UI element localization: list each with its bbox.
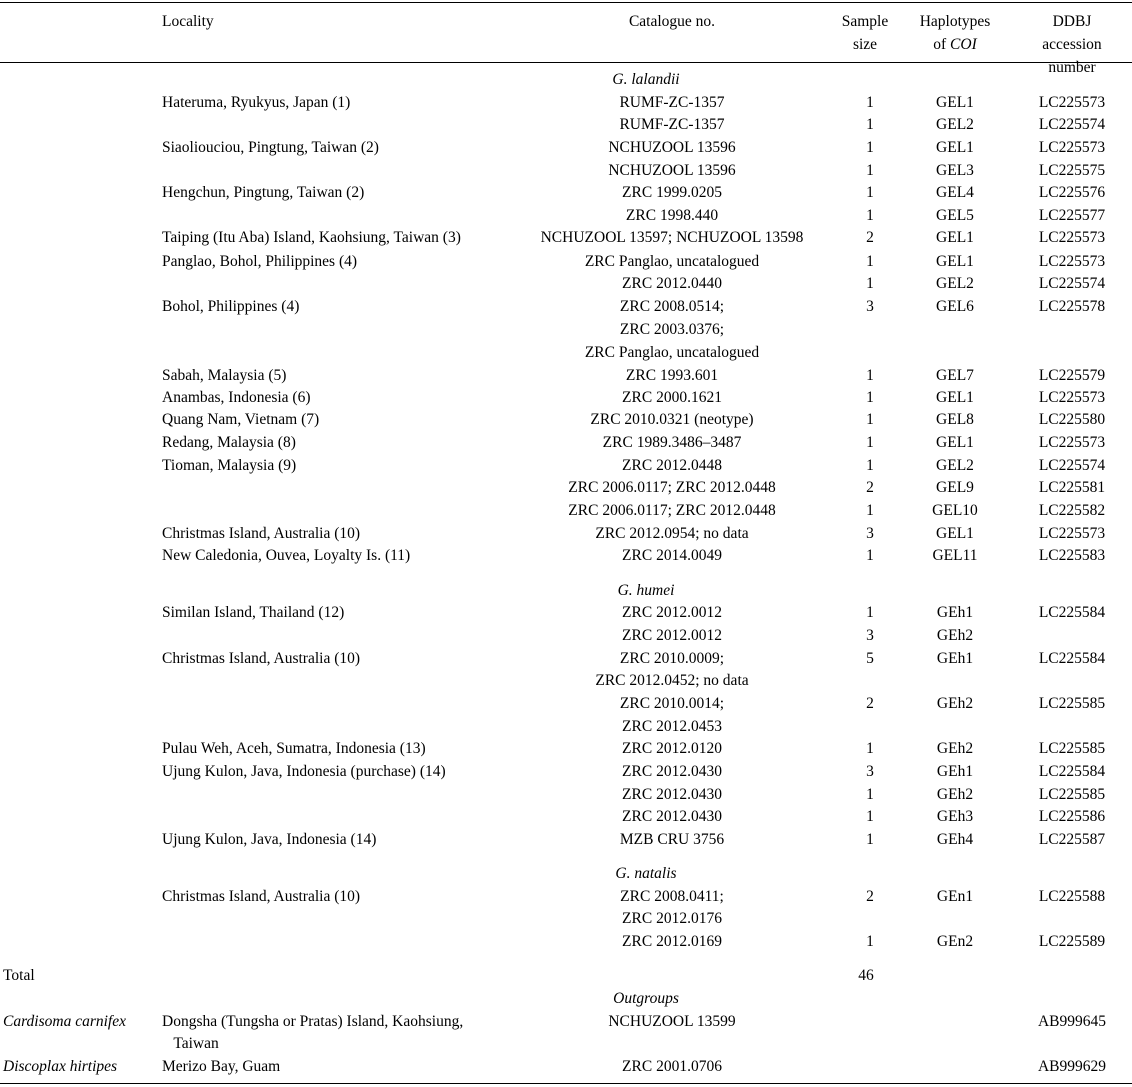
accession-cell: LC225583 xyxy=(1038,547,1106,564)
sample-size-cell: 1 xyxy=(866,411,874,428)
locality-cell: Taiping (Itu Aba) Island, Kaohsiung, Taiwan (3) xyxy=(162,229,461,246)
header-sample-size-line1: Sample xyxy=(841,13,889,30)
accession-cell: LC225573 xyxy=(1038,434,1106,451)
catalogue-cell: ZRC 2012.0440 xyxy=(622,275,722,292)
top-rule xyxy=(0,2,1132,3)
haplotype-cell: GEh2 xyxy=(936,695,974,712)
catalogue-cell: ZRC 2008.0514; xyxy=(619,298,725,315)
haplotype-cell: GEL8 xyxy=(936,411,974,428)
haplotype-cell: GEL11 xyxy=(932,547,978,564)
catalogue-cell: ZRC 1993.601 xyxy=(625,367,719,384)
group-label: Outgroups xyxy=(613,990,679,1007)
accession-cell: LC225573 xyxy=(1038,389,1106,406)
accession-cell: LC225579 xyxy=(1038,367,1106,384)
haplotype-cell: GEL1 xyxy=(936,434,974,451)
group-label: G. humei xyxy=(617,582,675,599)
haplotype-cell: GEL1 xyxy=(936,525,974,542)
catalogue-cell: ZRC 2012.0954; no data xyxy=(595,525,749,542)
haplotype-cell: GEL3 xyxy=(936,162,974,179)
accession-cell: LC225576 xyxy=(1038,184,1106,201)
header-rule xyxy=(0,62,1132,63)
locality-cell: Sabah, Malaysia (5) xyxy=(162,367,287,384)
accession-cell: LC225581 xyxy=(1038,479,1106,496)
catalogue-cell: ZRC 2010.0014; xyxy=(619,695,725,712)
locality-cell: Panglao, Bohol, Philippines (4) xyxy=(162,253,358,270)
haplotype-cell: GEL9 xyxy=(936,479,974,496)
accession-cell: LC225589 xyxy=(1038,933,1106,950)
haplotype-cell: GEL1 xyxy=(936,94,974,111)
header-haplotypes-of: of xyxy=(933,36,951,53)
haplotype-cell: GEh1 xyxy=(936,650,974,667)
catalogue-cell: ZRC 2006.0117; ZRC 2012.0448 xyxy=(568,502,776,519)
locality-cell: Anambas, Indonesia (6) xyxy=(162,389,311,406)
group-label: G. natalis xyxy=(615,865,677,882)
sample-size-cell: 1 xyxy=(866,184,874,201)
catalogue-cell: ZRC 1998.440 xyxy=(625,207,719,224)
sample-size-cell: 1 xyxy=(866,933,874,950)
header-ddbj xyxy=(1042,10,1102,79)
locality-cell: Similan Island, Thailand (12) xyxy=(162,604,345,621)
locality-cell: Merizo Bay, Guam xyxy=(162,1058,281,1075)
accession-cell: LC225573 xyxy=(1038,94,1106,111)
accession-cell: LC225585 xyxy=(1038,695,1106,712)
sample-size-cell: 1 xyxy=(866,547,874,564)
haplotype-cell: GEL2 xyxy=(936,457,974,474)
catalogue-cell: ZRC 2006.0117; ZRC 2012.0448 xyxy=(568,479,776,496)
sample-size-cell: 1 xyxy=(866,94,874,111)
locality-cell: Redang, Malaysia (8) xyxy=(162,434,296,451)
locality-cell: Hengchun, Pingtung, Taiwan (2) xyxy=(162,184,365,201)
header-locality: Locality xyxy=(162,13,214,30)
catalogue-cell: MZB CRU 3756 xyxy=(619,831,725,848)
catalogue-cell: ZRC Panglao, uncatalogued xyxy=(584,253,760,270)
accession-cell: LC225584 xyxy=(1038,604,1106,621)
catalogue-cell: ZRC 2000.1621 xyxy=(622,389,722,406)
locality-cell: Taiwan xyxy=(162,1035,219,1052)
catalogue-cell: NCHUZOOL 13599 xyxy=(608,1013,736,1030)
catalogue-cell: ZRC 2010.0009; xyxy=(619,650,725,667)
sample-size-cell: 1 xyxy=(866,740,874,757)
accession-cell: LC225584 xyxy=(1038,763,1106,780)
sample-size-cell: 1 xyxy=(866,786,874,803)
haplotype-cell: GEL1 xyxy=(936,229,974,246)
sample-size-cell: 1 xyxy=(866,434,874,451)
catalogue-cell: NCHUZOOL 13596 xyxy=(608,162,736,179)
sample-size-cell: 1 xyxy=(866,457,874,474)
catalogue-cell: ZRC 2012.0448 xyxy=(622,457,722,474)
haplotype-cell: GEh2 xyxy=(936,740,974,757)
locality-cell: Ujung Kulon, Java, Indonesia (14) xyxy=(162,831,377,848)
header-sample-size xyxy=(842,10,889,56)
sample-size-cell: 1 xyxy=(866,116,874,133)
header-haplotypes xyxy=(920,10,991,56)
locality-cell: Pulau Weh, Aceh, Sumatra, Indonesia (13) xyxy=(162,740,426,757)
haplotype-cell: GEh4 xyxy=(936,831,974,848)
catalogue-cell: RUMF-ZC-1357 xyxy=(619,94,725,111)
header-haplotypes-line1: Haplotypes xyxy=(919,13,991,30)
haplotype-cell: GEh1 xyxy=(936,763,974,780)
haplotype-cell: GEL1 xyxy=(936,253,974,270)
haplotype-cell: GEh2 xyxy=(936,627,974,644)
catalogue-cell: ZRC 2014.0049 xyxy=(622,547,722,564)
haplotype-cell: GEL4 xyxy=(936,184,974,201)
accession-cell: LC225573 xyxy=(1038,229,1106,246)
header-sample-size-line2: size xyxy=(852,36,878,53)
sample-size-cell: 1 xyxy=(866,253,874,270)
accession-cell: LC225577 xyxy=(1038,207,1106,224)
sample-size-cell: 3 xyxy=(866,763,874,780)
catalogue-cell: ZRC 2001.0706 xyxy=(622,1058,722,1075)
locality-cell: Ujung Kulon, Java, Indonesia (purchase) (14) xyxy=(162,763,446,780)
haplotype-cell: GEL10 xyxy=(932,502,978,519)
locality-cell: Tioman, Malaysia (9) xyxy=(162,457,297,474)
catalogue-cell: ZRC 2012.0430 xyxy=(622,763,722,780)
catalogue-cell: ZRC 1989.3486–3487 xyxy=(602,434,742,451)
locality-cell: Hateruma, Ryukyus, Japan (1) xyxy=(162,94,351,111)
haplotype-cell: GEL6 xyxy=(936,298,974,315)
catalogue-cell: ZRC 2010.0321 (neotype) xyxy=(590,411,754,428)
accession-cell: LC225588 xyxy=(1038,888,1106,905)
locality-cell: Christmas Island, Australia (10) xyxy=(162,888,361,905)
haplotype-cell: GEL7 xyxy=(936,367,974,384)
accession-cell: LC225574 xyxy=(1038,457,1106,474)
sample-size-cell: 3 xyxy=(866,627,874,644)
species-name: Cardisoma carnifex xyxy=(3,1013,126,1030)
accession-cell: LC225584 xyxy=(1038,650,1106,667)
haplotype-cell: GEL2 xyxy=(936,116,974,133)
catalogue-cell: RUMF-ZC-1357 xyxy=(619,116,725,133)
catalogue-cell: ZRC 2003.0376; xyxy=(619,321,725,338)
haplotype-cell: GEh3 xyxy=(936,808,974,825)
locality-cell: Quang Nam, Vietnam (7) xyxy=(162,411,320,428)
catalogue-cell: NCHUZOOL 13597; NCHUZOOL 13598 xyxy=(540,229,804,246)
sample-size-cell: 1 xyxy=(866,275,874,292)
catalogue-cell: ZRC 2012.0430 xyxy=(622,786,722,803)
catalogue-cell: ZRC 2012.0176 xyxy=(622,910,722,927)
haplotype-cell: GEL1 xyxy=(936,389,974,406)
haplotype-cell: GEh1 xyxy=(936,604,974,621)
sample-size-cell: 2 xyxy=(866,888,874,905)
group-label: G. lalandii xyxy=(612,71,680,88)
catalogue-cell: ZRC 2012.0012 xyxy=(622,627,722,644)
accession-cell: LC225573 xyxy=(1038,139,1106,156)
accession-cell: LC225582 xyxy=(1038,502,1106,519)
sample-size-cell: 1 xyxy=(866,389,874,406)
haplotype-cell: GEn1 xyxy=(936,888,974,905)
catalogue-cell: ZRC 2012.0012 xyxy=(622,604,722,621)
sample-size-cell: 5 xyxy=(866,650,874,667)
locality-cell: Dongsha (Tungsha or Pratas) Island, Kaohsiung, xyxy=(162,1013,464,1030)
haplotype-cell: GEL1 xyxy=(936,139,974,156)
accession-cell: LC225585 xyxy=(1038,740,1106,757)
locality-cell: Siaoliouciou, Pingtung, Taiwan (2) xyxy=(162,139,379,156)
bottom-rule xyxy=(0,1083,1132,1084)
sample-size-cell: 1 xyxy=(866,502,874,519)
haplotype-cell: GEh2 xyxy=(936,786,974,803)
catalogue-cell: ZRC 2012.0452; no data xyxy=(595,672,749,689)
sample-size-cell: 3 xyxy=(866,298,874,315)
catalogue-cell: ZRC 2012.0169 xyxy=(622,933,722,950)
accession-cell: LC225585 xyxy=(1038,786,1106,803)
catalogue-cell: ZRC 2012.0430 xyxy=(622,808,722,825)
accession-cell: LC225574 xyxy=(1038,275,1106,292)
sample-size-cell: 1 xyxy=(866,162,874,179)
catalogue-cell: ZRC 2012.0453 xyxy=(622,718,722,735)
sample-size-cell: 1 xyxy=(866,831,874,848)
accession-cell: LC225575 xyxy=(1038,162,1106,179)
catalogue-cell: ZRC Panglao, uncatalogued xyxy=(584,344,760,361)
accession-cell: LC225578 xyxy=(1038,298,1106,315)
accession-cell: LC225587 xyxy=(1038,831,1106,848)
locality-cell: Bohol, Philippines (4) xyxy=(162,298,300,315)
header-haplotypes-line2 xyxy=(920,33,991,56)
catalogue-cell: ZRC 1999.0205 xyxy=(622,184,722,201)
locality-cell: New Caledonia, Ouvea, Loyalty Is. (11) xyxy=(162,547,411,564)
accession-cell: AB999645 xyxy=(1037,1013,1107,1030)
accession-cell: LC225573 xyxy=(1038,253,1106,270)
sample-size-cell: 1 xyxy=(866,808,874,825)
catalogue-cell: NCHUZOOL 13596 xyxy=(608,139,736,156)
sample-size-cell: 1 xyxy=(866,207,874,224)
header-ddbj-line1: DDBJ accession xyxy=(1042,13,1102,53)
sample-size-cell: 2 xyxy=(866,695,874,712)
catalogue-cell: ZRC 2008.0411; xyxy=(620,888,724,905)
accession-cell: LC225573 xyxy=(1038,525,1106,542)
accession-cell: LC225580 xyxy=(1038,411,1106,428)
header-ddbj-line2: number xyxy=(1048,59,1096,76)
locality-cell: Christmas Island, Australia (10) xyxy=(162,650,361,667)
sample-size-cell: 2 xyxy=(866,479,874,496)
sample-size-cell: 1 xyxy=(866,367,874,384)
species-name: Discoplax hirtipes xyxy=(3,1058,118,1075)
header-haplotypes-coi: COI xyxy=(950,36,977,53)
sample-size-cell: 1 xyxy=(866,139,874,156)
haplotype-cell: GEL5 xyxy=(936,207,974,224)
sample-size-cell: 2 xyxy=(866,229,874,246)
locality-cell: Christmas Island, Australia (10) xyxy=(162,525,361,542)
accession-cell: AB999629 xyxy=(1037,1058,1107,1075)
haplotype-cell: GEn2 xyxy=(936,933,974,950)
accession-cell: LC225586 xyxy=(1038,808,1106,825)
catalogue-cell: ZRC 2012.0120 xyxy=(622,740,722,757)
sample-size-cell: 3 xyxy=(866,525,874,542)
haplotype-cell: GEL2 xyxy=(936,275,974,292)
accession-cell: LC225574 xyxy=(1038,116,1106,133)
header-catalogue: Catalogue no. xyxy=(628,13,716,30)
sample-size-cell: 1 xyxy=(866,604,874,621)
total-label: Total xyxy=(3,967,35,984)
total-value: 46 xyxy=(858,967,874,984)
